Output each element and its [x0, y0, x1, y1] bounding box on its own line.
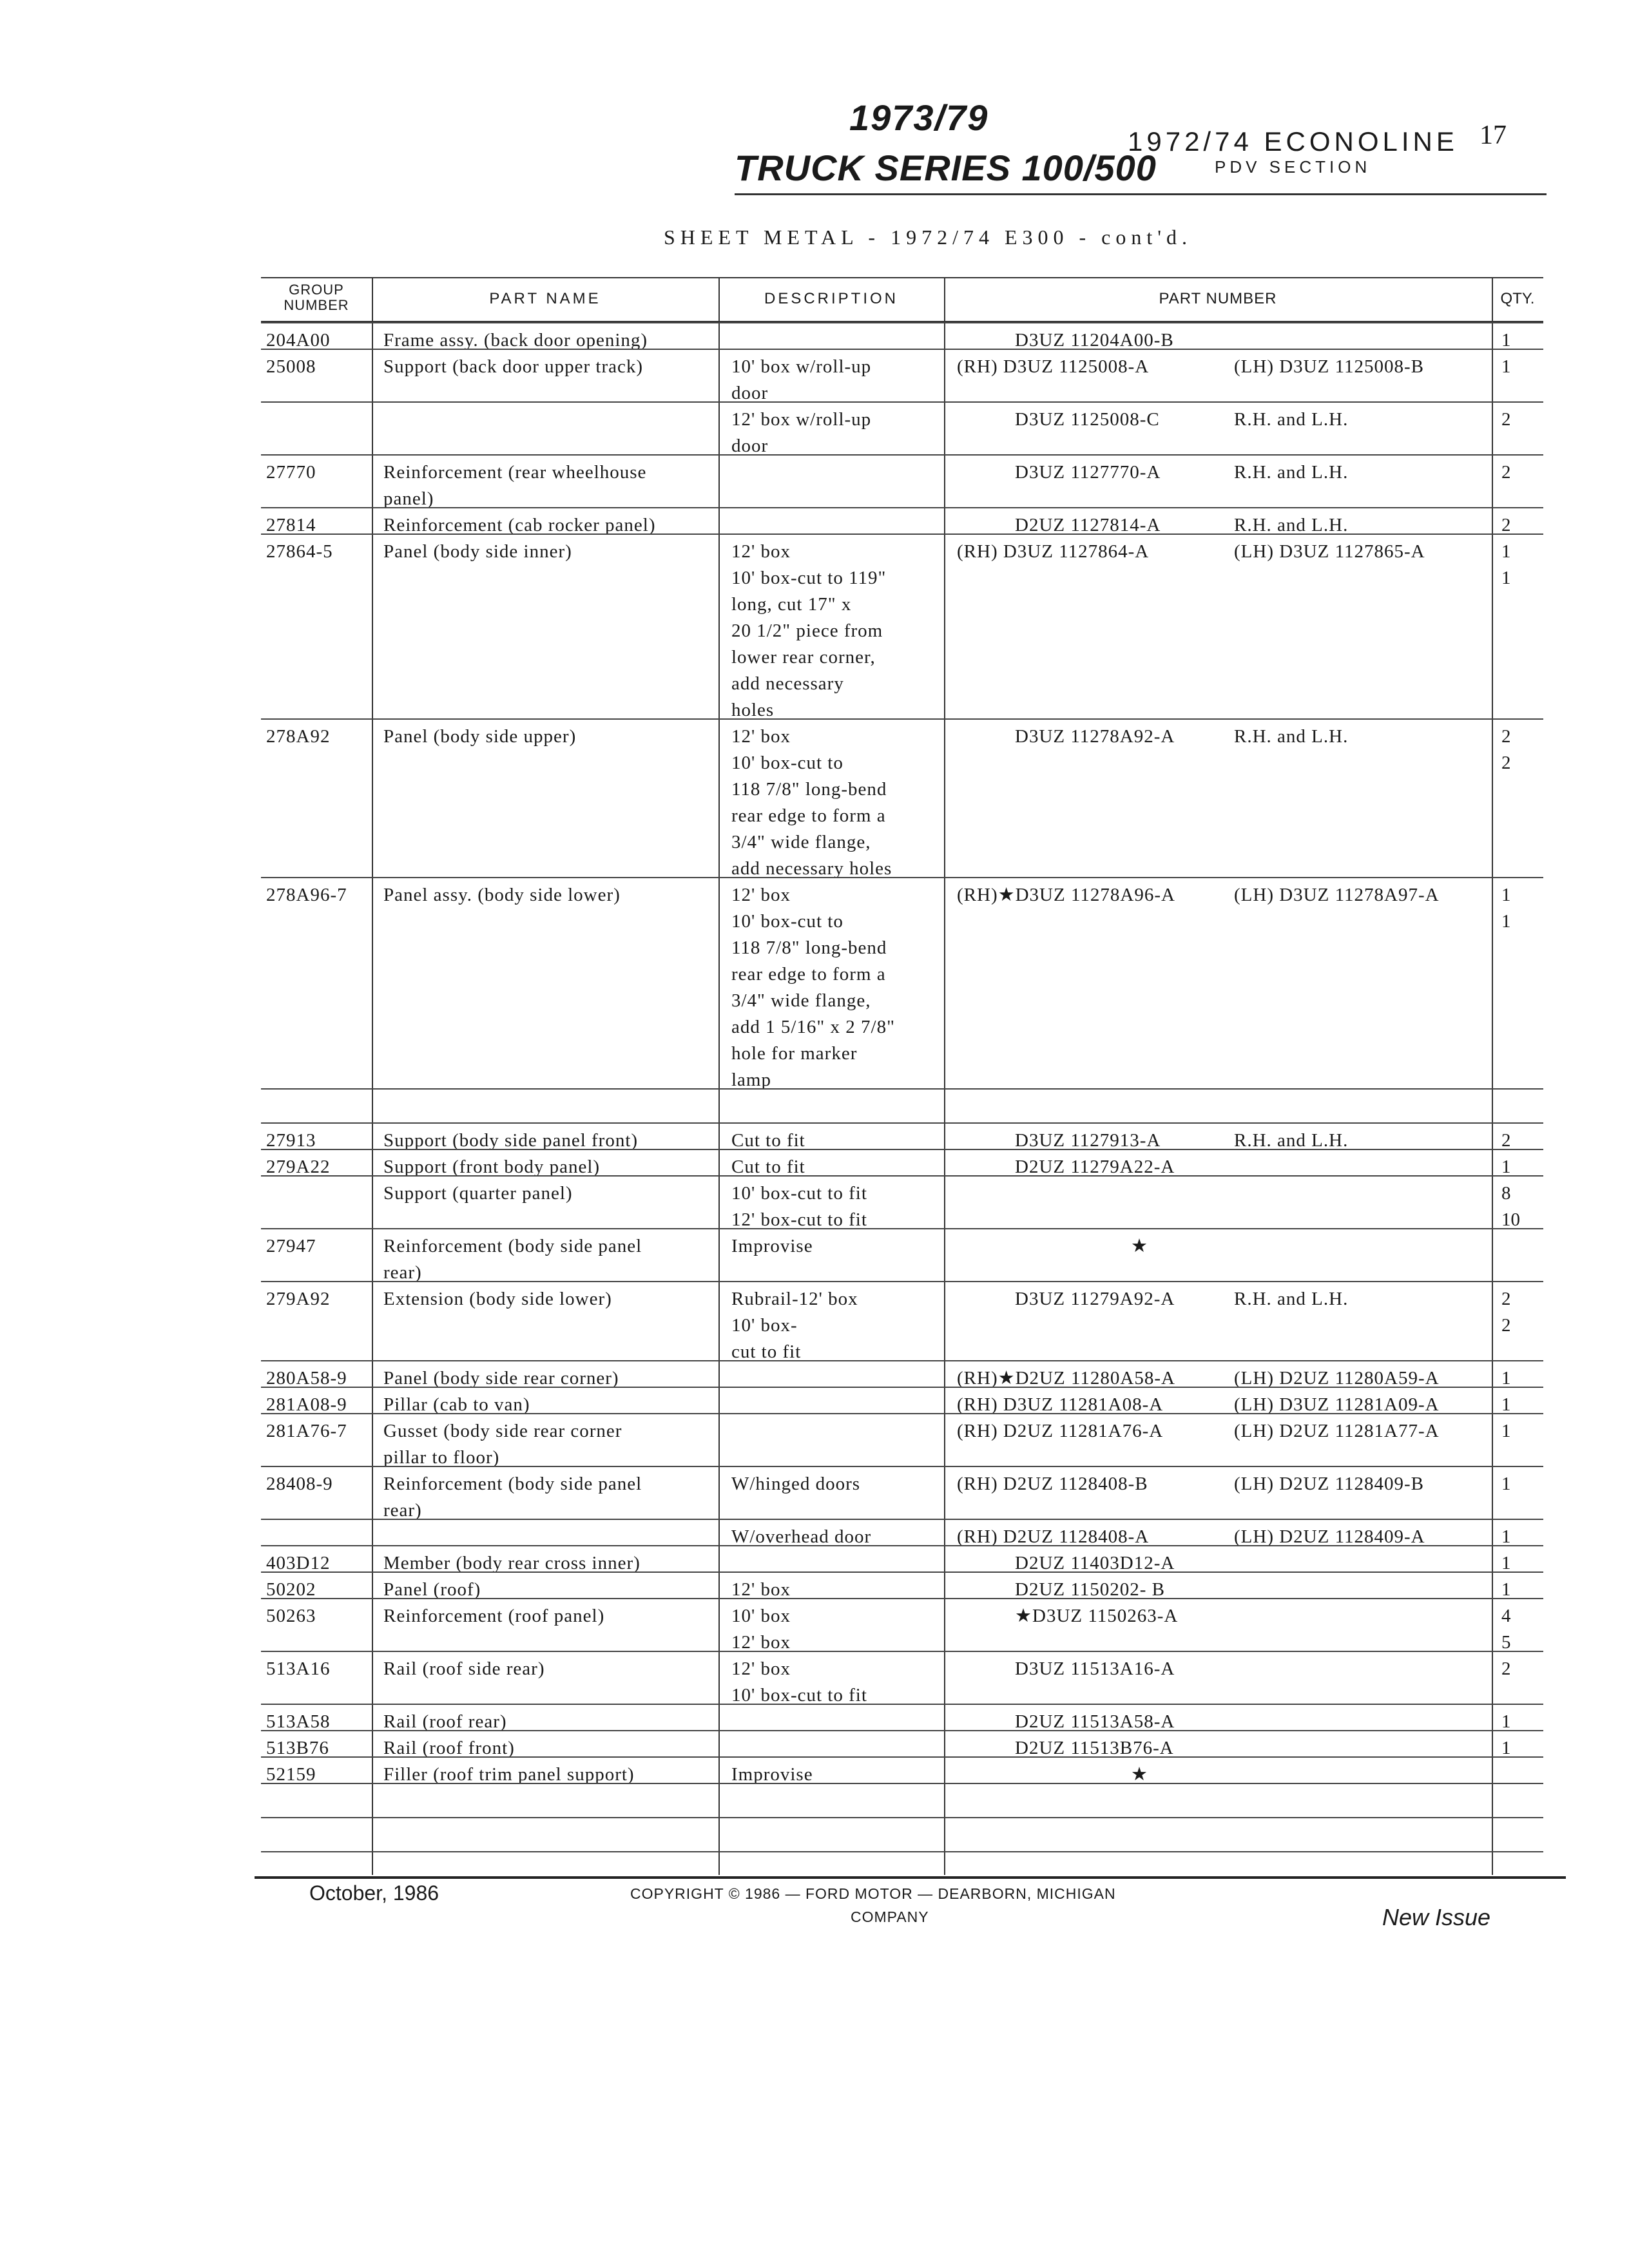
cell-line: Extension (body side lower): [383, 1289, 612, 1309]
part-name: [383, 1418, 718, 1471]
cell-line: 10' box-cut to: [731, 753, 843, 773]
cell-line: 10' box: [731, 1606, 791, 1626]
table-row: [261, 1228, 1543, 1281]
table-row: [261, 507, 1543, 533]
table-row: [261, 349, 1543, 401]
part-number: [957, 539, 1537, 565]
part-description: [731, 1471, 950, 1497]
cell-line: pillar to floor): [383, 1447, 500, 1468]
cell-line: add necessary holes: [731, 858, 892, 879]
table-row: [261, 1571, 1543, 1598]
cell-line: door: [731, 383, 769, 403]
cell-line: Panel (roof): [383, 1579, 481, 1600]
cell-line: 2: [1501, 753, 1511, 773]
cell-line: 1: [1501, 1368, 1511, 1389]
part-number-primary: (RH) D2UZ 1128408-B: [957, 1474, 1148, 1494]
part-number-primary: D2UZ 1150202- B: [1015, 1579, 1166, 1600]
part-number-secondary: R.H. and L.H.: [1234, 409, 1349, 430]
cell-line: Pillar (cab to van): [383, 1394, 530, 1415]
group-number: 513B76: [266, 1738, 329, 1758]
table-row: [261, 322, 1543, 349]
cell-line: Reinforcement (cab rocker panel): [383, 515, 656, 535]
part-number-primary: D3UZ 1127770-A: [1015, 462, 1161, 483]
header-rule: [735, 193, 1547, 195]
table-row: [261, 1466, 1543, 1519]
cell-line: Reinforcement (roof panel): [383, 1606, 605, 1626]
footer-copyright: COPYRIGHT © 1986 — FORD MOTOR — DEARBORN, MICHIGAN: [630, 1885, 1116, 1902]
group-number: 52159: [266, 1764, 316, 1785]
cell-line: rear): [383, 1262, 422, 1283]
part-number-primary: D2UZ 1127814-A: [1015, 515, 1161, 535]
part-description: [731, 1656, 950, 1709]
part-number-primary: (RH) D3UZ 11281A08-A: [957, 1394, 1164, 1415]
table-top-rule: [261, 277, 1543, 278]
part-number-primary: (RH)★D3UZ 11278A96-A: [957, 885, 1175, 905]
part-number: [957, 724, 1537, 750]
cell-line: Cut to fit: [731, 1157, 805, 1177]
quantity: [1501, 354, 1540, 380]
cell-line: Reinforcement (body side panel: [383, 1236, 642, 1256]
part-name: [383, 539, 718, 565]
part-name: [383, 724, 718, 750]
part-name: [383, 1471, 718, 1524]
part-number-line: [957, 1286, 1537, 1312]
part-description: [731, 539, 950, 724]
group-number: 278A96-7: [266, 885, 347, 905]
cell-line: Panel (body side inner): [383, 541, 572, 562]
part-number: [957, 354, 1537, 380]
star-icon: ★: [1131, 1236, 1148, 1256]
table-row: [261, 1387, 1543, 1413]
column-header-group: GROUP NUMBER: [284, 282, 349, 313]
cell-line: 1: [1501, 885, 1511, 905]
cell-line: 10' box-cut to fit: [731, 1685, 867, 1706]
group-number: 281A76-7: [266, 1421, 347, 1441]
cell-line: 1: [1501, 911, 1511, 932]
footer-date: October, 1986: [309, 1881, 439, 1905]
cell-line: 1: [1501, 1711, 1511, 1732]
part-description: [731, 724, 950, 882]
cell-line: long, cut 17" x: [731, 594, 852, 615]
cell-line: 2: [1501, 409, 1511, 430]
part-number-secondary: R.H. and L.H.: [1234, 1289, 1349, 1309]
table-row: [261, 1122, 1543, 1149]
part-number: [957, 1233, 1537, 1260]
header-year: 1973/79: [849, 97, 989, 138]
table-row: [261, 1545, 1543, 1571]
part-number-line: [957, 1603, 1537, 1629]
cell-line: 2: [1501, 726, 1511, 747]
part-number-line: [957, 539, 1537, 565]
cell-line: 12' box: [731, 885, 791, 905]
cell-line: 118 7/8" long-bend: [731, 937, 887, 958]
table-row: [261, 1088, 1543, 1122]
part-number-primary: D3UZ 11279A92-A: [1015, 1289, 1175, 1309]
group-number: 278A92: [266, 726, 331, 747]
quantity: [1501, 407, 1540, 433]
cell-line: add 1 5/16" x 2 7/8": [731, 1017, 895, 1037]
part-number-primary: D2UZ 11513A58-A: [1015, 1711, 1175, 1732]
part-number-secondary: (LH) D2UZ 1128409-A: [1234, 1526, 1425, 1547]
cell-line: 2: [1501, 515, 1511, 535]
group-number: 403D12: [266, 1553, 331, 1573]
cell-line: 1: [1501, 1421, 1511, 1441]
header-series: TRUCK SERIES 100/500: [735, 148, 1157, 188]
table-row: [261, 1783, 1543, 1817]
group-number: 279A92: [266, 1289, 331, 1309]
quantity: [1501, 1603, 1540, 1656]
table-row: [261, 1281, 1543, 1360]
cell-line: Support (front body panel): [383, 1157, 601, 1177]
part-description: [731, 354, 950, 407]
group-number: 28408-9: [266, 1474, 333, 1494]
cell-line: Support (back door upper track): [383, 356, 644, 377]
cell-line: 1: [1501, 1553, 1511, 1573]
cell-line: 12' box: [731, 541, 791, 562]
cell-line: 1: [1501, 541, 1511, 562]
table-row: [261, 1360, 1543, 1387]
quantity: [1501, 459, 1540, 486]
part-number-primary: ★D3UZ 1150263-A: [1015, 1606, 1179, 1626]
cell-line: 118 7/8" long-bend: [731, 779, 887, 800]
group-number: 27947: [266, 1236, 316, 1256]
quantity: [1501, 1286, 1540, 1339]
part-number-secondary: (LH) D3UZ 1127865-A: [1234, 541, 1425, 562]
cell-line: 12' box: [731, 1579, 791, 1600]
group-number: 27814: [266, 515, 316, 535]
part-number-primary: D2UZ 11279A22-A: [1015, 1157, 1175, 1177]
cell-line: 12' box: [731, 1632, 791, 1653]
cell-line: rear): [383, 1500, 422, 1521]
cell-line: lamp: [731, 1070, 771, 1090]
part-description: [731, 1603, 950, 1656]
cell-line: 10' box-: [731, 1315, 798, 1336]
part-description: [731, 407, 950, 459]
table-row: [261, 1413, 1543, 1466]
group-number: 279A22: [266, 1157, 331, 1177]
part-number-secondary: (LH) D2UZ 1128409-B: [1234, 1474, 1424, 1494]
table-row: [261, 533, 1543, 718]
cell-line: 2: [1501, 1289, 1511, 1309]
table-row: [261, 1756, 1543, 1783]
table-row: [261, 1817, 1543, 1851]
cell-line: 1: [1501, 356, 1511, 377]
part-number-secondary: (LH) D2UZ 11280A59-A: [1234, 1368, 1440, 1389]
cell-line: door: [731, 436, 769, 456]
cell-line: 4: [1501, 1606, 1511, 1626]
table-row: [261, 1149, 1543, 1175]
cell-line: 1: [1501, 1394, 1511, 1415]
cell-line: Panel assy. (body side lower): [383, 885, 621, 905]
part-number-primary: D3UZ 11204A00-B: [1015, 330, 1174, 351]
part-number-line: [957, 354, 1537, 380]
part-number-secondary: (LH) D3UZ 1125008-B: [1234, 356, 1424, 377]
cell-line: Improvise: [731, 1236, 813, 1256]
table-row: [261, 1851, 1543, 1885]
column-header-name: PART NAME: [489, 290, 601, 307]
cell-line: Rubrail-12' box: [731, 1289, 858, 1309]
part-number: [957, 407, 1537, 433]
cell-line: 5: [1501, 1632, 1511, 1653]
group-number: 204A00: [266, 330, 331, 351]
cell-line: 3/4" wide flange,: [731, 990, 871, 1011]
cell-line: 1: [1501, 1474, 1511, 1494]
cell-line: Cut to fit: [731, 1130, 805, 1151]
table-row: [261, 877, 1543, 1088]
part-number-primary: (RH) D2UZ 1128408-A: [957, 1526, 1150, 1547]
cell-line: 20 1/2" piece from: [731, 620, 883, 641]
cell-line: panel): [383, 488, 434, 509]
part-number-primary: (RH) D3UZ 1125008-A: [957, 356, 1150, 377]
part-number-secondary: R.H. and L.H.: [1234, 462, 1349, 483]
cell-line: add necessary: [731, 673, 844, 694]
quantity: [1501, 1418, 1540, 1445]
part-name: [383, 1656, 718, 1682]
part-name: [383, 1233, 718, 1286]
cell-line: 2: [1501, 462, 1511, 483]
part-number-secondary: (LH) D3UZ 11281A09-A: [1234, 1394, 1440, 1415]
cell-line: Filler (roof trim panel support): [383, 1764, 635, 1785]
cell-line: 8: [1501, 1183, 1511, 1204]
part-description: [731, 1286, 950, 1365]
cell-line: hole for marker: [731, 1043, 858, 1064]
table-row: [261, 718, 1543, 877]
quantity: [1501, 1471, 1540, 1497]
part-name: [383, 1286, 718, 1312]
cell-line: Support (quarter panel): [383, 1183, 573, 1204]
cell-line: holes: [731, 700, 775, 720]
part-name: [383, 354, 718, 380]
quantity: [1501, 1656, 1540, 1682]
cell-line: Panel (body side upper): [383, 726, 577, 747]
part-number-primary: D2UZ 11513B76-A: [1015, 1738, 1174, 1758]
footer-company: COMPANY: [851, 1908, 929, 1925]
group-number: 27770: [266, 462, 316, 483]
cell-line: W/hinged doors: [731, 1474, 861, 1494]
cell-line: 1: [1501, 330, 1511, 351]
part-number: [957, 1471, 1537, 1497]
cell-line: 10' box-cut to 119": [731, 568, 887, 588]
group-number: 280A58-9: [266, 1368, 347, 1389]
quantity: [1501, 882, 1540, 935]
part-number-primary: D3UZ 1127913-A: [1015, 1130, 1161, 1151]
table-row: [261, 1730, 1543, 1756]
cell-line: 12' box-cut to fit: [731, 1209, 867, 1230]
cell-line: Reinforcement (rear wheelhouse: [383, 462, 647, 483]
part-number-secondary: R.H. and L.H.: [1234, 726, 1349, 747]
part-number: [957, 1418, 1537, 1445]
table-row: [261, 1598, 1543, 1651]
cell-line: 2: [1501, 1658, 1511, 1679]
part-name: [383, 1603, 718, 1629]
part-number-secondary: R.H. and L.H.: [1234, 1130, 1349, 1151]
part-number-primary: (RH)★D2UZ 11280A58-A: [957, 1368, 1175, 1389]
part-number-secondary: R.H. and L.H.: [1234, 515, 1349, 535]
header-section: PDV SECTION: [1215, 157, 1371, 177]
part-number: [957, 882, 1537, 908]
cell-line: 2: [1501, 1130, 1511, 1151]
quantity: [1501, 539, 1540, 591]
group-number: 513A58: [266, 1711, 331, 1732]
table-row: [261, 1175, 1543, 1228]
part-number-primary: D3UZ 1125008-C: [1015, 409, 1160, 430]
page-number: 17: [1480, 120, 1507, 150]
cell-line: 1: [1501, 1579, 1511, 1600]
cell-line: 10' box-cut to fit: [731, 1183, 867, 1204]
part-number-primary: (RH) D2UZ 11281A76-A: [957, 1421, 1164, 1441]
cell-line: Rail (roof rear): [383, 1711, 507, 1732]
part-number-line: [957, 1656, 1537, 1682]
part-number-primary: D3UZ 11513A16-A: [1015, 1658, 1175, 1679]
part-number-secondary: (LH) D3UZ 11278A97-A: [1234, 885, 1440, 905]
part-name: [383, 882, 718, 908]
cell-line: Gusset (body side rear corner: [383, 1421, 622, 1441]
part-number-line: [957, 407, 1537, 433]
cell-line: W/overhead door: [731, 1526, 872, 1547]
part-number-primary: (RH) D3UZ 1127864-A: [957, 541, 1150, 562]
cell-line: Improvise: [731, 1764, 813, 1785]
part-description: [731, 1180, 950, 1233]
part-number-line: [957, 459, 1537, 486]
table-row: [261, 1651, 1543, 1704]
star-icon: ★: [1131, 1764, 1148, 1785]
table-row: [261, 1519, 1543, 1545]
cell-line: rear edge to form a: [731, 964, 886, 985]
footer-issue: New Issue: [1382, 1904, 1491, 1930]
part-number-primary: D3UZ 11278A92-A: [1015, 726, 1175, 747]
cell-line: Support (body side panel front): [383, 1130, 639, 1151]
quantity: [1501, 1180, 1540, 1233]
header-model: 1972/74 ECONOLINE: [1128, 126, 1458, 157]
group-number: 27913: [266, 1130, 316, 1151]
table-row: [261, 401, 1543, 454]
cell-line: Panel (body side rear corner): [383, 1368, 619, 1389]
cell-line: rear edge to form a: [731, 805, 886, 826]
group-number: 27864-5: [266, 541, 333, 562]
cell-line: 10' box w/roll-up: [731, 356, 872, 377]
part-number: [957, 1603, 1537, 1629]
part-number-line: [957, 1418, 1537, 1445]
part-description: [731, 882, 950, 1093]
part-number: [957, 459, 1537, 486]
cell-line: 1: [1501, 568, 1511, 588]
group-number: 513A16: [266, 1658, 331, 1679]
section-title: SHEET METAL - 1972/74 E300 - cont'd.: [664, 226, 1193, 249]
cell-line: cut to fit: [731, 1341, 802, 1362]
footer-rule: [255, 1876, 1566, 1879]
column-header-qty: QTY.: [1500, 290, 1535, 307]
table-row: [261, 1704, 1543, 1730]
cell-line: Rail (roof front): [383, 1738, 515, 1758]
column-header-desc: DESCRIPTION: [764, 290, 898, 307]
table-row: [261, 454, 1543, 507]
cell-line: lower rear corner,: [731, 647, 876, 668]
cell-line: Frame assy. (back door opening): [383, 330, 648, 351]
cell-line: 10' box-cut to: [731, 911, 843, 932]
part-number-secondary: (LH) D2UZ 11281A77-A: [1234, 1421, 1440, 1441]
group-number: 281A08-9: [266, 1394, 347, 1415]
cell-line: 12' box: [731, 726, 791, 747]
cell-line: 1: [1501, 1157, 1511, 1177]
part-number-line: [957, 882, 1537, 908]
cell-line: 3/4" wide flange,: [731, 832, 871, 852]
cell-line: 1: [1501, 1738, 1511, 1758]
part-number-primary: D2UZ 11403D12-A: [1015, 1553, 1175, 1573]
column-header-part: PART NUMBER: [1159, 290, 1277, 307]
part-number-line: [957, 1471, 1537, 1497]
group-number: 50202: [266, 1579, 316, 1600]
cell-line: Reinforcement (body side panel: [383, 1474, 642, 1494]
cell-line: Member (body rear cross inner): [383, 1553, 641, 1573]
part-description: [731, 1233, 950, 1260]
cell-line: Rail (roof side rear): [383, 1658, 545, 1679]
group-number: 25008: [266, 356, 316, 377]
cell-line: 1: [1501, 1526, 1511, 1547]
cell-line: 2: [1501, 1315, 1511, 1336]
part-number-line: [957, 1233, 1537, 1260]
part-number-line: [957, 724, 1537, 750]
cell-line: 12' box w/roll-up: [731, 409, 872, 430]
cell-line: 12' box: [731, 1658, 791, 1679]
part-number: [957, 1656, 1537, 1682]
cell-line: 10: [1501, 1209, 1520, 1230]
part-number: [957, 1286, 1537, 1312]
quantity: [1501, 724, 1540, 776]
group-number: 50263: [266, 1606, 316, 1626]
part-name: [383, 459, 718, 512]
part-name: [383, 1180, 718, 1207]
